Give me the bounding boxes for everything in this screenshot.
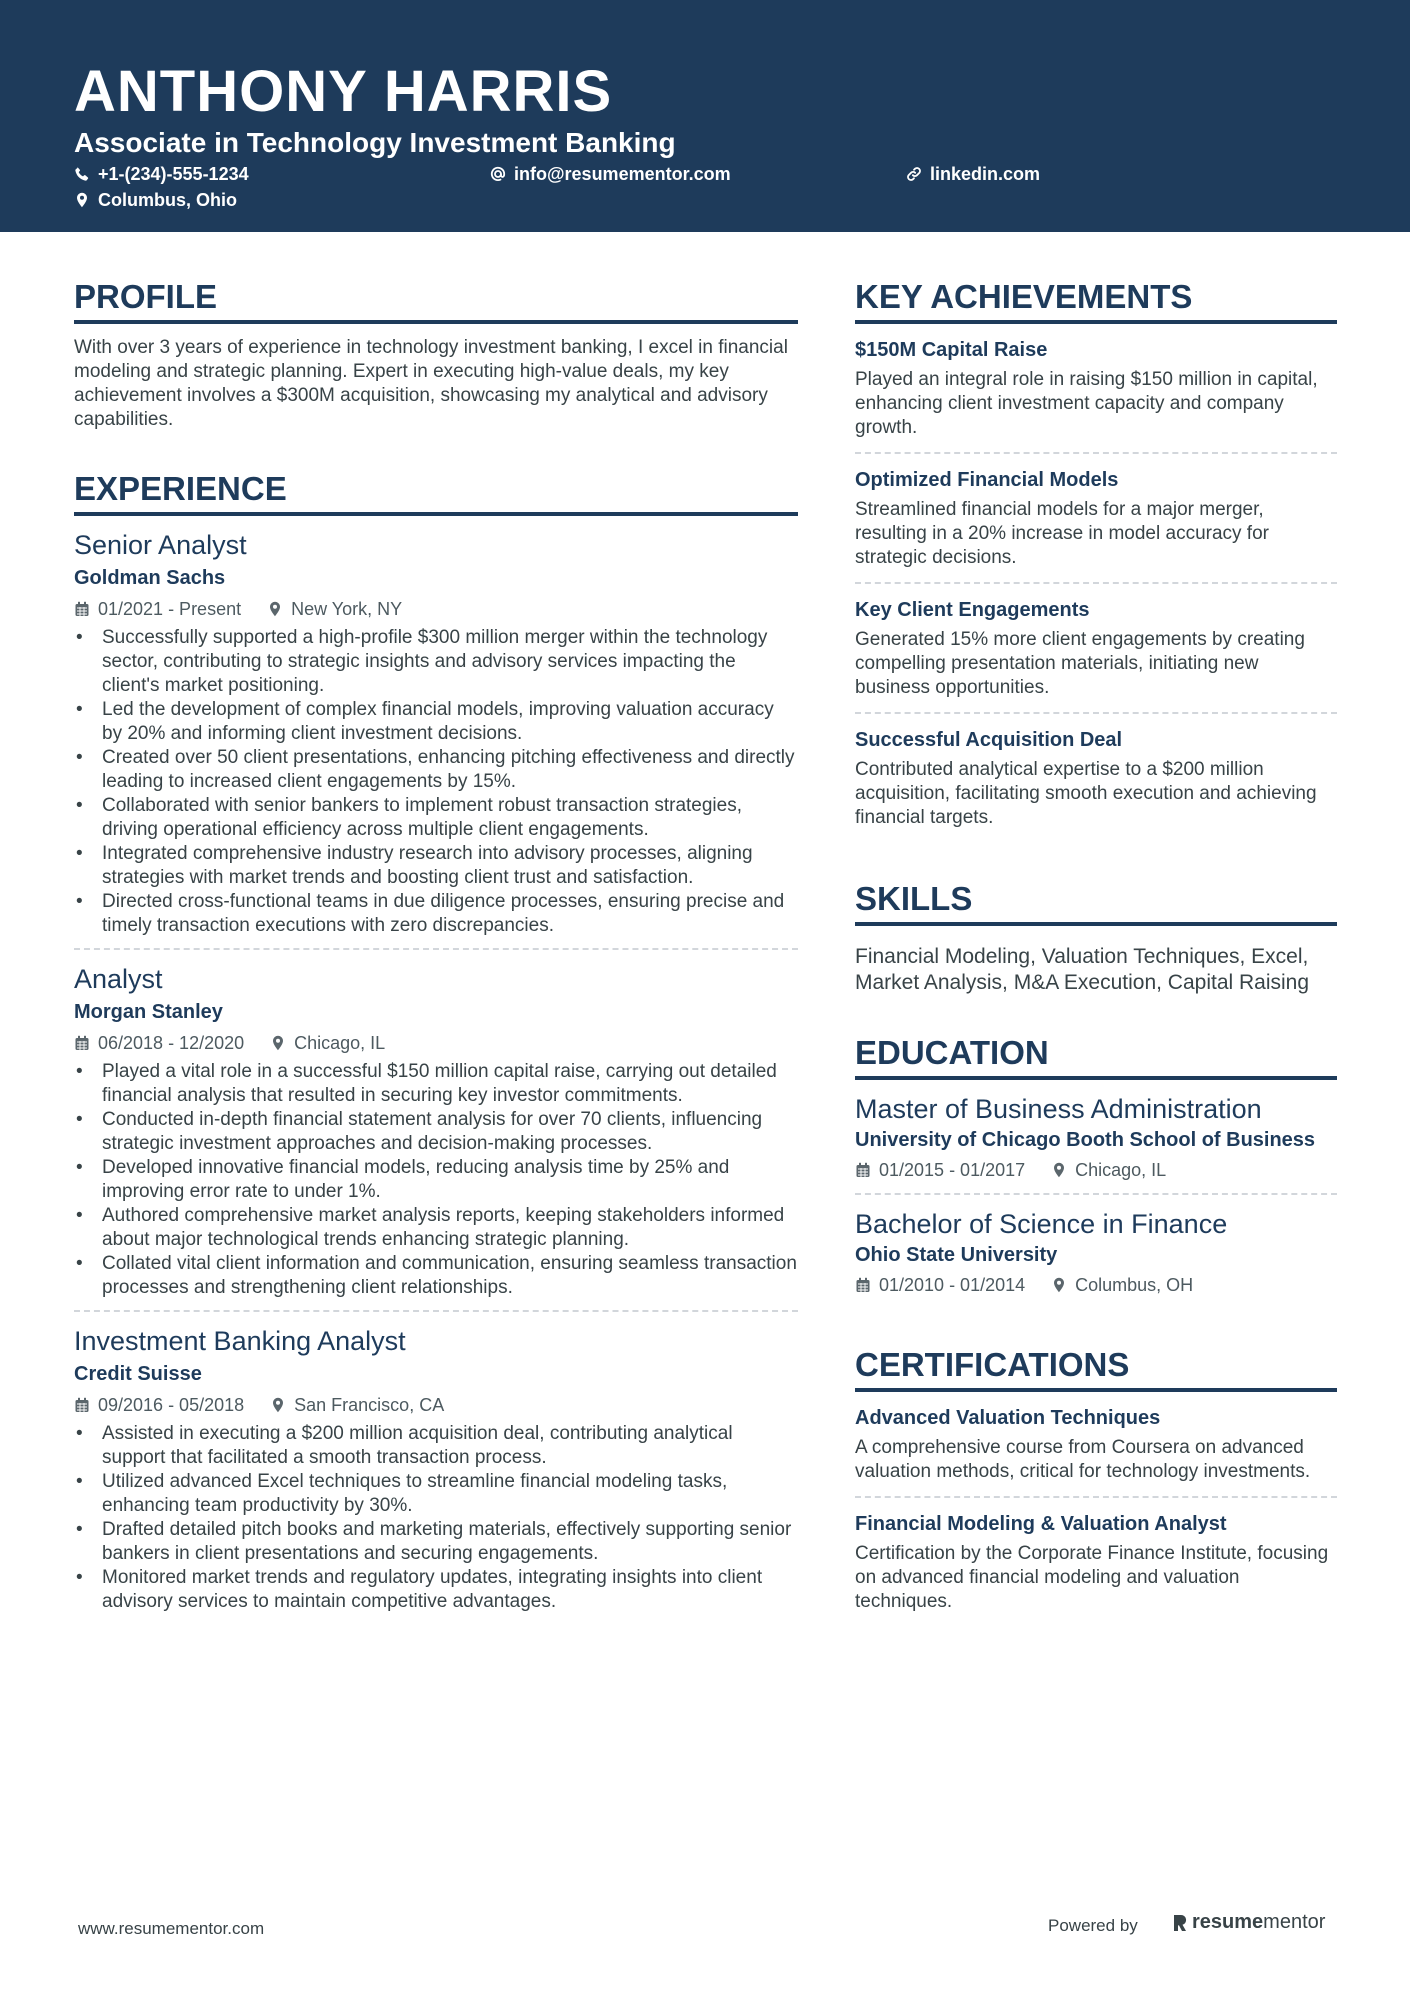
location-pin-icon xyxy=(74,192,90,208)
calendar-icon xyxy=(74,1397,90,1413)
experience-entry xyxy=(74,1312,798,1624)
bullet-item: • Collated vital client information and communication, ensuring seamless transaction processes and strengthening client relationships. xyxy=(74,1252,798,1300)
profile-text: With over 3 years of experience in technology investment banking, I excel in financial modeling and strategic planning. Expert in executing high-value deals, my key achievement involves a $300M acquisition, showcasing my analytical and advisory capabilities. xyxy=(74,337,788,430)
bullet-item: • Utilized advanced Excel techniques to streamline financial modeling tasks, enhancing team productivity by 30%. xyxy=(74,1470,798,1518)
bullet-item: • Conducted in-depth financial statement analysis for over 70 clients, influencing strategic investment approaches and decision-making processes. xyxy=(74,1108,798,1156)
brand-logo-icon xyxy=(1172,1913,1188,1933)
section-title-experience: EXPERIENCE xyxy=(74,468,798,516)
certification-item xyxy=(855,1392,1337,1498)
location-pin-icon xyxy=(1051,1162,1067,1178)
left-column xyxy=(74,276,798,1660)
job-meta xyxy=(74,1392,798,1418)
bullet-item: • Successfully supported a high-profile $300 million merger within the technology sector, contributing to strategic insights and advisory services impacting the client's market positioning. xyxy=(74,626,798,698)
degree-title: Master of Business Administration xyxy=(855,1094,1262,1124)
location-pin-icon xyxy=(270,1035,286,1051)
job-bullets xyxy=(74,626,798,938)
skills-text: Financial Modeling, Valuation Techniques, Excel, Market Analysis, M&A Execution, Capital Raising xyxy=(855,945,1310,994)
achievements-list xyxy=(855,324,1337,842)
job-title: Analyst xyxy=(74,964,163,994)
section-title-achievements: KEY ACHIEVEMENTS xyxy=(855,276,1337,324)
job-location-text: New York, NY xyxy=(291,599,403,619)
bullet-item: • Created over 50 client presentations, enhancing pitching effectiveness and directly leading to increased client engagements by 15%. xyxy=(74,746,798,794)
achievement-item xyxy=(855,714,1337,842)
achievement-title: Key Client Engagements xyxy=(855,599,1090,621)
job-dates xyxy=(74,596,241,622)
education-location xyxy=(1051,1272,1193,1298)
contact-phone[interactable] xyxy=(74,162,249,186)
certifications-section xyxy=(855,1344,1337,1626)
link-icon xyxy=(906,166,922,182)
calendar-icon xyxy=(74,601,90,617)
certification-title: Advanced Valuation Techniques xyxy=(855,1407,1161,1429)
job-location xyxy=(267,596,402,622)
achievements-section xyxy=(855,276,1337,842)
job-location xyxy=(270,1392,444,1418)
education-section xyxy=(855,1032,1337,1308)
education-dates-text: 01/2015 - 01/2017 xyxy=(879,1160,1026,1180)
bullet-item: • Played a vital role in a successful $150 million capital raise, carrying out detailed financial analysis that resulted in securing key investor commitments. xyxy=(74,1060,798,1108)
location-pin-icon xyxy=(267,601,283,617)
education-meta xyxy=(855,1157,1337,1183)
job-dates xyxy=(74,1030,244,1056)
job-dates-text: 09/2016 - 05/2018 xyxy=(98,1395,245,1415)
candidate-title: Associate in Technology Investment Banking xyxy=(74,127,676,158)
job-bullets xyxy=(74,1060,798,1300)
education-entry xyxy=(855,1080,1337,1195)
location-pin-icon xyxy=(270,1397,286,1413)
phone-icon xyxy=(74,166,90,182)
profile-section xyxy=(74,276,798,432)
company-name: Credit Suisse xyxy=(74,1363,202,1385)
calendar-icon xyxy=(74,1035,90,1051)
experience-entry xyxy=(74,950,798,1312)
email-text: info@resumementor.com xyxy=(514,164,731,184)
job-meta xyxy=(74,596,798,622)
bullet-item: • Authored comprehensive market analysis reports, keeping stakeholders informed about major technological trends enhancing strategic planning. xyxy=(74,1204,798,1252)
bullet-item: • Developed innovative financial models, reducing analysis time by 25% and improving error rate to under 1%. xyxy=(74,1156,798,1204)
education-location-text: Chicago, IL xyxy=(1075,1160,1167,1180)
certifications-list xyxy=(855,1392,1337,1626)
bullet-item: • Collaborated with senior bankers to implement robust transaction strategies, driving operational efficiency across multiple client engagements. xyxy=(74,794,798,842)
certification-desc: Certification by the Corporate Finance Institute, focusing on advanced financial modeling and valuation techniques. xyxy=(855,1543,1329,1612)
education-meta xyxy=(855,1272,1337,1298)
footer-powered-by: Powered by xyxy=(1048,1916,1138,1935)
job-location-text: San Francisco, CA xyxy=(294,1395,445,1415)
section-title-skills: SKILLS xyxy=(855,878,1337,926)
calendar-icon xyxy=(855,1277,871,1293)
certification-desc: A comprehensive course from Coursera on advanced valuation methods, critical for technology investments. xyxy=(855,1437,1311,1482)
job-dates-text: 01/2021 - Present xyxy=(98,599,242,619)
skills-section xyxy=(855,878,1337,996)
job-bullets xyxy=(74,1422,798,1614)
job-title: Investment Banking Analyst xyxy=(74,1326,406,1356)
section-title-profile: PROFILE xyxy=(74,276,798,324)
bullet-item: • Led the development of complex financial models, improving valuation accuracy by 20% and informing client investment decisions. xyxy=(74,698,798,746)
at-icon xyxy=(490,166,506,182)
bullet-item: • Monitored market trends and regulatory updates, integrating insights into client advisory services to maintain competitive advantages. xyxy=(74,1566,798,1614)
achievement-item xyxy=(855,324,1337,454)
experience-entry xyxy=(74,516,798,950)
phone-text: +1-(234)-555-1234 xyxy=(98,164,249,184)
bullet-item: • Drafted detailed pitch books and marketing materials, effectively supporting senior bankers in client presentations and securing engagements. xyxy=(74,1518,798,1566)
job-location xyxy=(270,1030,385,1056)
job-meta xyxy=(74,1030,798,1056)
achievement-title: Optimized Financial Models xyxy=(855,469,1119,491)
education-dates xyxy=(855,1272,1025,1298)
company-name: Morgan Stanley xyxy=(74,1001,223,1023)
brand-light-text: mentor xyxy=(1263,1911,1326,1933)
achievement-item xyxy=(855,584,1337,714)
footer-brand-logo[interactable] xyxy=(1172,1911,1325,1934)
achievement-desc: Streamlined financial models for a major merger, resulting in a 20% increase in model accuracy for strategic decisions. xyxy=(855,499,1269,568)
education-list xyxy=(855,1080,1337,1308)
achievement-title: Successful Acquisition Deal xyxy=(855,729,1123,751)
company-name: Goldman Sachs xyxy=(74,567,226,589)
resume-header xyxy=(0,0,1410,232)
brand-bold-text: resume xyxy=(1192,1911,1264,1933)
bullet-item: • Directed cross-functional teams in due diligence processes, ensuring precise and timely transaction executions with zero discrepancies. xyxy=(74,890,798,938)
section-title-education: EDUCATION xyxy=(855,1032,1337,1080)
bullet-item: • Integrated comprehensive industry research into advisory processes, aligning strategies with market trends and boosting client trust and satisfaction. xyxy=(74,842,798,890)
school-name: University of Chicago Booth School of Business xyxy=(855,1129,1316,1151)
contact-email[interactable] xyxy=(490,162,731,186)
experience-section xyxy=(74,468,798,1624)
achievement-desc: Generated 15% more client engagements by creating compelling presentation materials, initiating new business opportunities. xyxy=(855,629,1305,698)
certification-title: Financial Modeling & Valuation Analyst xyxy=(855,1513,1227,1535)
school-name: Ohio State University xyxy=(855,1244,1058,1266)
education-dates xyxy=(855,1157,1025,1183)
contact-location xyxy=(74,188,237,212)
calendar-icon xyxy=(855,1162,871,1178)
job-location-text: Chicago, IL xyxy=(294,1033,386,1053)
education-dates-text: 01/2010 - 01/2014 xyxy=(879,1275,1026,1295)
job-dates xyxy=(74,1392,244,1418)
experience-list xyxy=(74,516,798,1624)
location-text: Columbus, Ohio xyxy=(98,190,237,210)
achievement-item xyxy=(855,454,1337,584)
right-column xyxy=(855,276,1337,1662)
education-location-text: Columbus, OH xyxy=(1075,1275,1194,1295)
education-location xyxy=(1051,1157,1166,1183)
achievement-desc: Played an integral role in raising $150 million in capital, enhancing client investment capacity and company growth. xyxy=(855,369,1318,438)
bullet-item: • Assisted in executing a $200 million acquisition deal, contributing analytical support that facilitated a smooth transaction process. xyxy=(74,1422,798,1470)
linkedin-text: linkedin.com xyxy=(930,164,1041,184)
job-title: Senior Analyst xyxy=(74,530,247,560)
contact-linkedin[interactable] xyxy=(906,162,1040,186)
section-title-certifications: CERTIFICATIONS xyxy=(855,1344,1337,1392)
footer-url[interactable]: www.resumementor.com xyxy=(78,1919,265,1938)
location-pin-icon xyxy=(1051,1277,1067,1293)
achievement-desc: Contributed analytical expertise to a $200 million acquisition, facilitating smooth execution and achieving financial targets. xyxy=(855,759,1317,828)
education-entry xyxy=(855,1195,1337,1308)
job-dates-text: 06/2018 - 12/2020 xyxy=(98,1033,245,1053)
certification-item xyxy=(855,1498,1337,1626)
candidate-name: ANTHONY HARRIS xyxy=(74,59,613,124)
achievement-title: $150M Capital Raise xyxy=(855,339,1048,361)
degree-title: Bachelor of Science in Finance xyxy=(855,1209,1228,1239)
